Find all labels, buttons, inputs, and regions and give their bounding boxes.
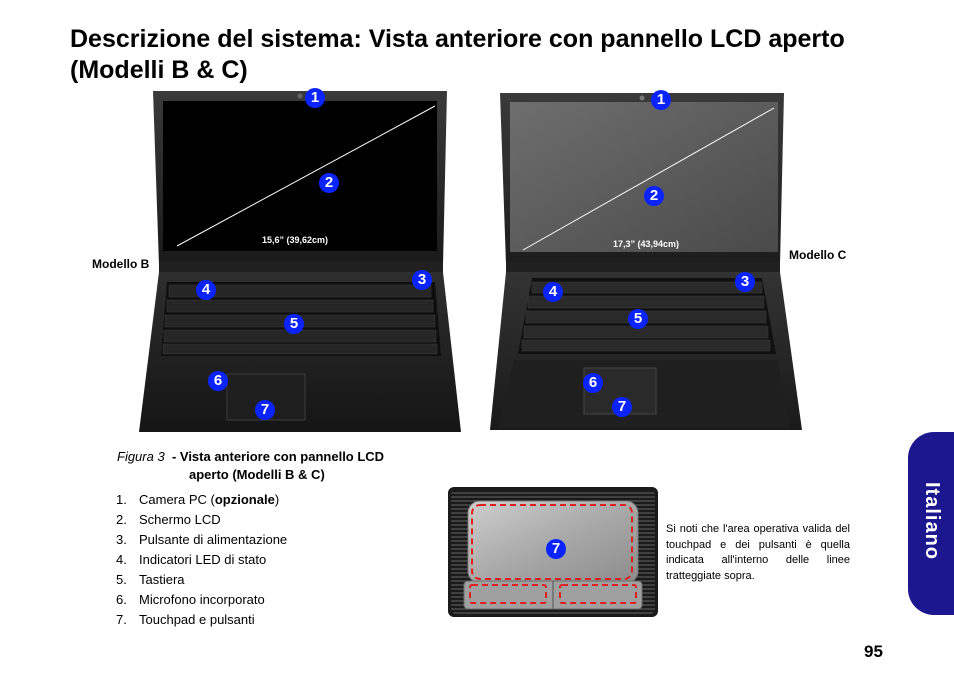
figure-caption-line2: aperto (Modelli B & C) <box>189 467 325 482</box>
page-title: Descrizione del sistema: Vista anteriore con pannello LCD aperto (Modelli B & C) <box>70 25 845 84</box>
figure-caption-line1: - Vista anteriore con pannello LCD <box>171 449 385 464</box>
callout-c-2: 2 <box>644 186 664 206</box>
callout-c-3: 3 <box>735 272 755 292</box>
callout-c-1: 1 <box>651 90 671 110</box>
model-b-screen-size: 15,6” (39,62cm) <box>262 235 329 245</box>
legend-item: 6. Microfono incorporato <box>116 592 265 607</box>
language-tab-label: Italiano <box>921 482 943 561</box>
legend-item: 5. Tastiera <box>116 572 185 587</box>
callout-c-7: 7 <box>612 397 632 417</box>
laptop-model-c-figure <box>488 92 804 432</box>
legend-item: 7. Touchpad e pulsanti <box>116 612 255 627</box>
callout-b-2: 2 <box>319 173 339 193</box>
touchpad-note: Si noti che l'area operativa valida del touchpad e dei pulsanti è quella indicata all'interno delle linee tratteggiate sopra. <box>666 523 850 582</box>
callout-b-1: 1 <box>305 88 325 108</box>
legend-item: 1. Camera PC (opzionale) <box>116 492 280 507</box>
model-c-label: Modello C <box>789 248 847 262</box>
laptop-model-b-illustration <box>137 88 463 434</box>
callout-b-7: 7 <box>255 400 275 420</box>
callout-c-5: 5 <box>628 309 648 329</box>
callout-c-6: 6 <box>583 373 603 393</box>
laptop-model-b-figure <box>137 88 463 434</box>
callout-b-5: 5 <box>284 314 304 334</box>
legend-item: 4. Indicatori LED di stato <box>116 552 267 567</box>
legend-item: 2. Schermo LCD <box>116 512 221 527</box>
callout-b-6: 6 <box>208 371 228 391</box>
page-number: 95 <box>864 642 883 661</box>
laptop-model-c-illustration <box>488 92 804 432</box>
touchpad-callout-7: 7 <box>546 539 566 559</box>
figure-caption <box>117 448 447 484</box>
language-tab <box>908 432 954 615</box>
model-c-screen-size: 17,3” (43,94cm) <box>613 239 680 249</box>
callout-b-3: 3 <box>412 270 432 290</box>
legend-item: 3. Pulsante di alimentazione <box>116 532 288 547</box>
callout-c-4: 4 <box>543 282 563 302</box>
component-legend <box>116 490 287 630</box>
model-b-label: Modello B <box>92 257 150 271</box>
callout-b-4: 4 <box>196 280 216 300</box>
figure-number: Figura 3 <box>117 449 165 464</box>
